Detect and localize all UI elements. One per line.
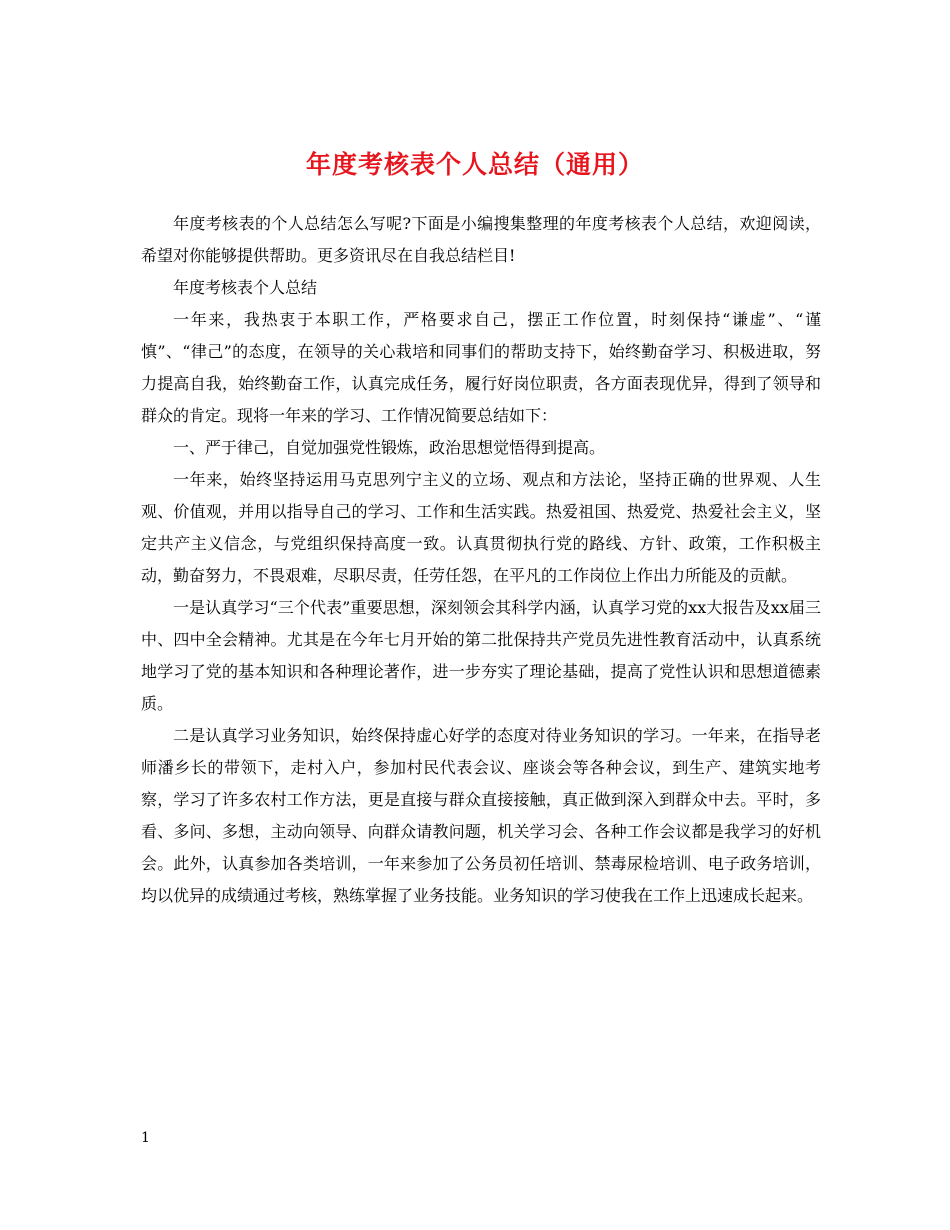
summary-paragraph: 一年来，我热衷于本职工作，严格要求自己，摆正工作位置，时刻保持“谦虚”、“谨慎”、“律己”的态度，在领导的关心栽培和同事们的帮助支持下，始终勤奋学习、积极进取，努力提高自我，始终勤奋工作，认真完成任务，履行好岗位职责，各方面表现优异，得到了领导和群众的肯定。现将一年来的学习、工作情况简要总结如下： <box>141 310 821 425</box>
body-paragraph: 一是认真学习“三个代表”重要思想，深刻领会其科学内涵，认真学习党的xx大报告及xx届三中、四中全会精神。尤其是在今年七月开始的第二批保持共产党员先进性教育活动中，认真系统地学习了党的基本知识和各种理论著作，进一步夯实了理论基础，提高了党性认识和思想道德素质。 <box>141 598 821 713</box>
section-heading: 年度考核表个人总结 <box>173 278 318 297</box>
document-body <box>141 208 821 912</box>
document-title: 年度考核表个人总结（通用） <box>305 149 644 179</box>
point-heading: 一、严于律己，自觉加强党性锻炼，政治思想觉悟得到提高。 <box>173 438 606 457</box>
intro-paragraph: 年度考核表的个人总结怎么写呢?下面是小编搜集整理的年度考核表个人总结，欢迎阅读，希望对你能够提供帮助。更多资讯尽在自我总结栏目! <box>141 214 821 265</box>
body-paragraph: 一年来，始终坚持运用马克思列宁主义的立场、观点和方法论，坚持正确的世界观、人生观、价值观，并用以指导自己的学习、工作和生活实践。热爱祖国、热爱党、热爱社会主义，坚定共产主义信念，与党组织保持高度一致。认真贯彻执行党的路线、方针、政策，工作积极主动，勤奋努力，不畏艰难，尽职尽责，任劳任怨，在平凡的工作岗位上作出力所能及的贡献。 <box>141 470 821 585</box>
page-number: 1 <box>141 1130 150 1146</box>
body-paragraph: 二是认真学习业务知识，始终保持虚心好学的态度对待业务知识的学习。一年来，在指导老师潘乡长的带领下，走村入户，参加村民代表会议、座谈会等各种会议，到生产、建筑实地考察，学习了许多农村工作方法，更是直接与群众直接接触，真正做到深入到群众中去。平时，多看、多问、多想，主动向领导、向群众请教问题，机关学习会、各种工作会议都是我学习的好机会。此外，认真参加各类培训，一年来参加了公务员初任培训、禁毒尿检培训、电子政务培训，均以优异的成绩通过考核，熟练掌握了业务技能。业务知识的学习使我在工作上迅速成长起来。 <box>141 726 821 905</box>
